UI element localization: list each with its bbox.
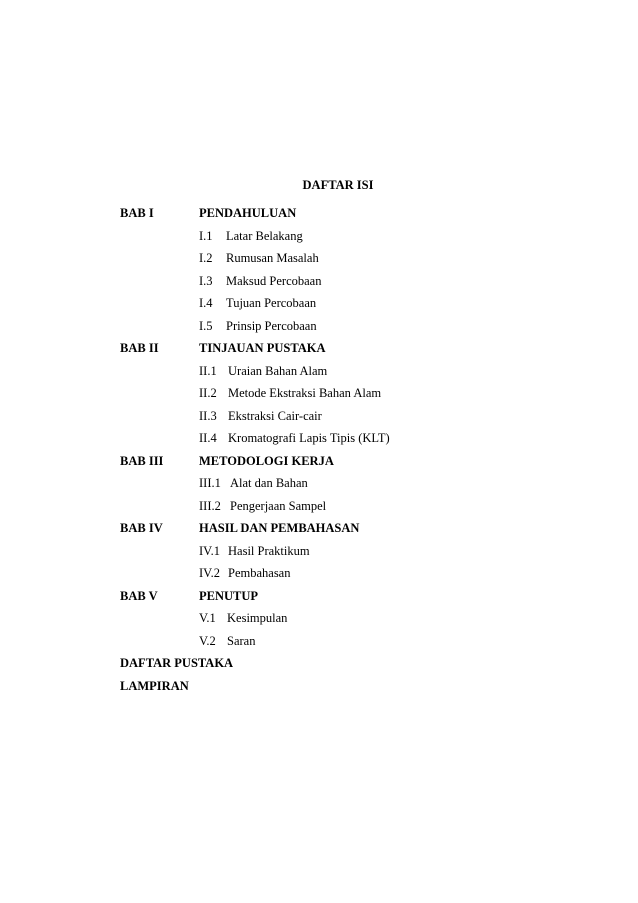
chapter-row (120, 453, 540, 476)
section-title: Alat dan Bahan (230, 476, 308, 490)
section-row (120, 363, 540, 386)
chapter-row (120, 340, 540, 363)
chapter-row (120, 205, 540, 228)
section-row (120, 633, 540, 656)
chapter-title: PENDAHULUAN (199, 206, 297, 220)
section-title: Saran (227, 633, 256, 648)
chapter-row (120, 520, 540, 543)
section-number: II.1 (199, 363, 217, 378)
section-row (120, 610, 540, 633)
section-number: III.2 (199, 498, 221, 513)
chapter-number: BAB V (120, 588, 158, 603)
daftar-pustaka-entry: DAFTAR PUSTAKA (120, 656, 234, 670)
section-row (120, 543, 540, 566)
section-title: Metode Ekstraksi Bahan Alam (228, 386, 382, 400)
section-row (120, 498, 540, 521)
section-number: V.2 (199, 633, 216, 648)
section-row (120, 408, 540, 431)
section-number: IV.1 (199, 543, 220, 558)
section-number: I.3 (199, 273, 213, 288)
chapter-number: BAB II (120, 341, 159, 355)
chapter-number: BAB IV (120, 521, 163, 535)
chapter-title: TINJAUAN PUSTAKA (199, 341, 326, 355)
section-number: I.4 (199, 296, 213, 310)
chapter-title: HASIL DAN PEMBAHASAN (199, 521, 360, 535)
chapter-row (120, 588, 540, 611)
section-row (120, 385, 540, 408)
section-number: IV.2 (199, 566, 220, 580)
section-row (120, 565, 540, 588)
section-number: II.4 (199, 431, 217, 445)
chapter-title: METODOLOGI KERJA (199, 453, 334, 468)
section-number: II.2 (199, 386, 217, 400)
lampiran-entry: LAMPIRAN (120, 678, 189, 693)
chapter-number: BAB I (120, 206, 154, 220)
table-of-contents (120, 205, 540, 700)
section-number: I.5 (199, 318, 213, 333)
section-row (120, 273, 540, 296)
section-number: I.1 (199, 228, 213, 243)
section-title: Hasil Praktikum (228, 543, 310, 558)
section-row (120, 250, 540, 273)
section-row (120, 295, 540, 318)
section-title: Pengerjaan Sampel (230, 498, 327, 513)
section-row (120, 318, 540, 341)
section-number: II.3 (199, 408, 217, 423)
section-title: Ekstraksi Cair-cair (228, 408, 322, 423)
section-row (120, 228, 540, 251)
section-title: Kromatografi Lapis Tipis (KLT) (228, 431, 390, 445)
section-row (120, 430, 540, 453)
section-title: Maksud Percobaan (226, 273, 322, 288)
section-title: Tujuan Percobaan (226, 296, 317, 310)
chapter-number: BAB III (120, 453, 164, 468)
section-title: Kesimpulan (227, 611, 288, 625)
chapter-title: PENUTUP (199, 588, 259, 603)
toc-heading (0, 178, 638, 193)
toc-heading-text: DAFTAR ISI (302, 178, 374, 192)
section-title: Prinsip Percobaan (226, 318, 317, 333)
section-title: Uraian Bahan Alam (228, 363, 328, 378)
section-title: Pembahasan (228, 566, 291, 580)
section-number: I.2 (199, 251, 213, 265)
section-title: Latar Belakang (226, 228, 303, 243)
section-title: Rumusan Masalah (226, 251, 319, 265)
section-row (120, 475, 540, 498)
section-number: III.1 (199, 476, 221, 490)
section-number: V.1 (199, 611, 216, 625)
